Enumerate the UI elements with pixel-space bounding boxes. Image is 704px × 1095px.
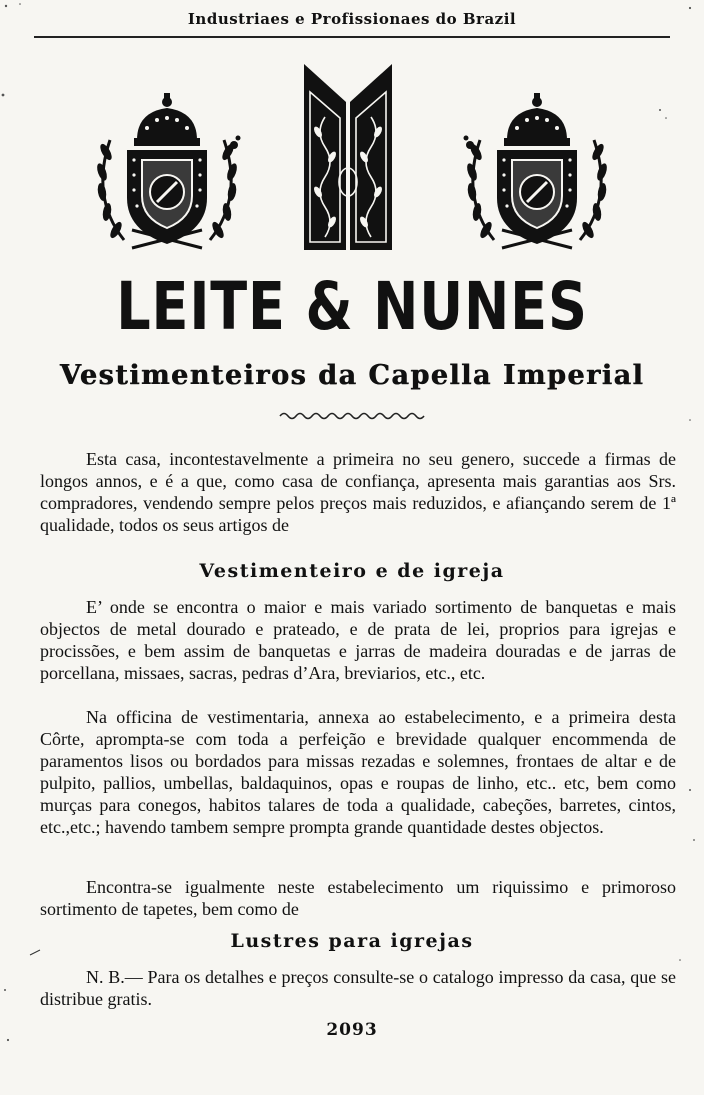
intro-paragraph xyxy=(40,448,676,536)
stole-icon xyxy=(300,62,396,254)
tapetes-text: Encontra-se igualmente neste estabelecimento um riquissimo e primoroso sortimento de tapetes, bem como de xyxy=(40,877,676,919)
officina-paragraph xyxy=(40,706,676,838)
tapetes-paragraph xyxy=(40,876,676,920)
officina-text: Na officina de vestimentaria, annexa ao estabelecimento, e a primeira desta Côrte, aprompta-se com toda a perfeição e brevidade qualquer encommenda de paramentos lisos ou bordados para missas rezadas e solemnes, frontaes de altar e de pulpito, pallios, umbellas, baldaquinos, opas e roupas de linho, etc.. etc, bem como murças para conegos, habitos talares de toda a qualidade, cabeções, barretes, cintos, etc.,etc.; havendo tambem sempre prompta grande quantidade destes objectos. xyxy=(40,707,676,837)
coat-of-arms-icon xyxy=(462,90,612,255)
sortimento-paragraph xyxy=(40,596,676,684)
note-paragraph xyxy=(40,966,676,1010)
header-rule xyxy=(34,36,670,38)
coat-of-arms-icon xyxy=(92,90,242,255)
intro-text: Esta casa, incontestavelmente a primeira no seu genero, succede a firmas de longos annos, e é a que, como casa de confiança, apresenta mais garantias aos Srs. compradores, vendendo sempre pelos preços mais reduzidos, e afiançando serem de 1ª qualidade, todos os seus artigos de xyxy=(40,449,676,535)
subtitle: Vestimenteiros da Capella Imperial xyxy=(59,360,645,391)
page-header: Industriaes e Profissionaes do Brazil xyxy=(187,10,517,28)
section-heading-lustres: Lustres para igrejas xyxy=(230,930,474,952)
sortimento-text: E’ onde se encontra o maior e mais variado sortimento de banquetas e mais objectos de metal dourado e prateado, e de prata de lei, proprios para igrejas e procissões, e bem assim de banquetas e jarras de madeira douradas e de jarras de porcellana, missaes, sacras, pedras d’Ara, breviarios, etc., etc. xyxy=(40,597,676,683)
section-heading-vestimenteiro: Vestimenteiro e de igreja xyxy=(199,560,505,582)
page-number: 2093 xyxy=(326,1020,378,1040)
ornamental-divider xyxy=(278,409,428,423)
firm-name: LEITE & NUNES xyxy=(116,268,588,345)
note-text: N. B.— Para os detalhes e preços consulte-se o catalogo impresso da casa, que se distribue gratis. xyxy=(40,967,676,1009)
